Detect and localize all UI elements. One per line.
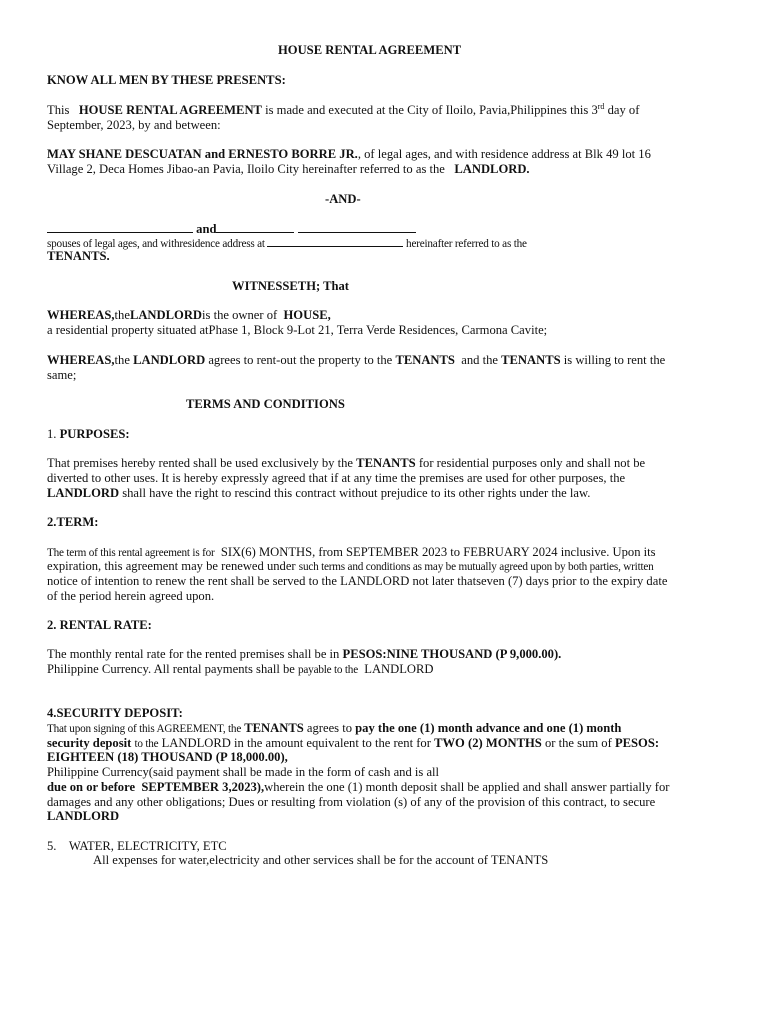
whereas2-line2: same; [47,368,77,382]
rental-line2: Philippine Currency. All rental payments shall be payable to the LANDLORD [47,662,434,676]
know-all-heading: KNOW ALL MEN BY THESE PRESENTS: [47,73,286,87]
document-title: HOUSE RENTAL AGREEMENT [278,43,462,57]
intro-paragraph-line1: This HOUSE RENTAL AGREEMENT is made and executed at the City of Iloilo, Pavia,Philippines this 3rd day of [47,101,640,117]
terms-heading: TERMS AND CONDITIONS [186,397,345,411]
landlord-paragraph-line1: MAY SHANE DESCUATAN and ERNESTO BORRE JR., of legal ages, and with residence address at Blk 49 lot 16 [47,147,651,161]
whereas2-line1: WHEREAS,the LANDLORD agrees to rent-out the property to the TENANTS and the TENANTS is willing to rent the [47,353,666,367]
purposes-line1: That premises hereby rented shall be used exclusively by the TENANTS for residential purposes only and shall not be [47,456,646,470]
purposes-heading: 1. PURPOSES: [47,427,130,441]
tenants-address-line: spouses of legal ages, and withresidence address at hereinafter referred to as the [47,235,527,252]
whereas1-line2: a residential property situated atPhase 1, Block 9-Lot 21, Terra Verde Residences, Carmona Cavite; [47,323,548,337]
deposit-line6: damages and any other obligations; Dues or resulting from violation (s) of any of the provision of this contract, to secure [47,795,656,809]
tenants-label: TENANTS. [47,249,110,263]
term-line4: of the period herein agreed upon. [47,589,215,603]
rental-line1: The monthly rental rate for the rented premises shall be in PESOS:NINE THOUSAND (P 9,000.00). [47,647,562,661]
term-line1: The term of this rental agreement is for SIX(6) MONTHS, from SEPTEMBER 2023 to FEBRUARY 2024 inclusive. Upon its [47,545,656,559]
deposit-heading: 4.SECURITY DEPOSIT: [47,706,183,720]
deposit-line4: Philippine Currency(said payment shall be made in the form of cash and is all [47,765,440,779]
term-line3: notice of intention to renew the rent shall be served to the LANDLORD not later thatseven (7) days prior to the expiry date [47,574,668,588]
deposit-line7: LANDLORD [47,809,120,823]
tenant-address-blank[interactable] [267,235,403,247]
witnesseth-heading: WITNESSETH; That [232,279,350,293]
term-heading: 2.TERM: [47,515,99,529]
purposes-line3: LANDLORD shall have the right to rescind this contract without prejudice to its other rights under the law. [47,486,591,500]
tenant-name-blank-3[interactable] [298,221,416,233]
whereas1-line1: WHEREAS,theLANDLORDis the owner of HOUSE, [47,308,331,322]
intro-paragraph-line2: September, 2023, by and between: [47,118,221,132]
utilities-line1: All expenses for water,electricity and other services shall be for the account of TENANTS [93,853,549,867]
tenant-name-blank-1[interactable] [47,221,193,233]
tenant-names-blanks: and [47,221,416,237]
deposit-line3: EIGHTEEN (18) THOUSAND (P 18,000.00), [47,750,288,764]
landlord-paragraph-line2: Village 2, Deca Homes Jibao-an Pavia, Iloilo City hereinafter referred to as the LANDLORD. [47,162,530,176]
purposes-line2: diverted to other uses. It is hereby expressly agreed that if at any time the premises are used for other purposes, the [47,471,626,485]
utilities-heading: 5. WATER, ELECTRICITY, ETC [47,839,227,853]
tenant-name-blank-2[interactable] [216,221,294,233]
deposit-line2: security deposit to the LANDLORD in the amount equivalent to the rent for TWO (2) MONTHS or the sum of PESOS: [47,736,660,750]
deposit-line1: That upon signing of this AGREEMENT, the TENANTS agrees to pay the one (1) month advance and one (1) month [47,721,622,735]
term-line2: expiration, this agreement may be renewed under such terms and conditions as may be mutually agreed upon by both parties, written [47,559,654,573]
rental-heading: 2. RENTAL RATE: [47,618,152,632]
and-separator: -AND- [325,192,361,206]
deposit-line5: due on or before SEPTEMBER 3,2023),wherein the one (1) month deposit shall be applied and shall answer partially for [47,780,670,794]
